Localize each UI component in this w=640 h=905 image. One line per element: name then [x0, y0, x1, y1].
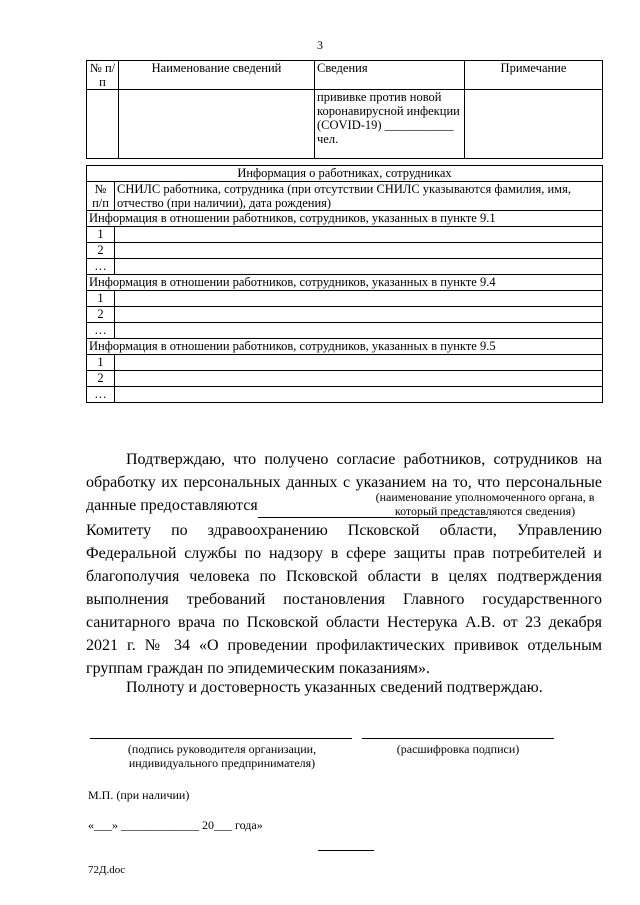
row-value: [115, 227, 603, 243]
table-row: [87, 243, 603, 259]
consent-text: Подтверждаю, что получено согласие работников, сотрудников на обработку их персональных данных с указанием на то, что персональные данные предоставляются: [86, 451, 602, 514]
signature-caption: (подпись руководителя организации, индивидуального предпринимателя): [127, 742, 317, 770]
short-divider: [318, 850, 374, 851]
cell-name: [119, 90, 315, 159]
row-value: [115, 307, 603, 323]
row-value: [115, 387, 603, 403]
table-row: [87, 323, 603, 339]
col-header-number: № п/п: [87, 182, 115, 211]
row-number: …: [87, 323, 115, 339]
row-number: 2: [87, 307, 115, 323]
table-row: [87, 259, 603, 275]
col-header-name: Наименование сведений: [119, 61, 315, 90]
confirm-paragraph: Полноту и достоверность указанных сведений подтверждаю.: [126, 679, 543, 696]
col-header-note: Примечание: [465, 61, 603, 90]
employees-table: [86, 165, 603, 403]
col-header-number: № п/п: [87, 61, 119, 90]
row-value: [115, 259, 603, 275]
date-line: «___» _____________ 20___ года»: [88, 818, 263, 832]
decode-caption: (расшифровка подписи): [396, 742, 520, 756]
committee-paragraph: Комитету по здравоохранению Псковской области, Управлению Федеральной службы по надзору в сфере защиты прав потребителей и благополучия человека по Псковской области в целях подтверждения выполнения требований постановления Главного государственного санитарного врача по Псковской области Нестерука А.В. от 23 декабря 2021 г. № 34 «О проведении профилактических прививок отдельным группам граждан по эпидемическим показаниям».: [86, 522, 602, 677]
table-row: [87, 387, 603, 403]
cell-value: прививке против новой коронавирусной инфекции (COVID-19) ___________ чел.: [315, 90, 465, 159]
cell-note: [465, 90, 603, 159]
row-value: [115, 371, 603, 387]
cell-number: [87, 90, 119, 159]
row-number: 2: [87, 371, 115, 387]
col-header-value: Сведения: [315, 61, 465, 90]
row-number: 2: [87, 243, 115, 259]
authority-note: (наименование уполномоченного органа, в который представляются сведения): [375, 490, 595, 518]
table-row: [87, 307, 603, 323]
row-value: [115, 355, 603, 371]
section-heading: Информация в отношении работников, сотрудников, указанных в пункте 9.4: [87, 275, 603, 291]
table-row: [87, 227, 603, 243]
page-number: 3: [317, 38, 323, 52]
stamp-label: М.П. (при наличии): [88, 788, 190, 802]
table-row: [87, 291, 603, 307]
table-row: [87, 371, 603, 387]
row-number: …: [87, 259, 115, 275]
row-number: 1: [87, 355, 115, 371]
row-number: 1: [87, 227, 115, 243]
row-number: …: [87, 387, 115, 403]
row-value: [115, 323, 603, 339]
summary-table: [86, 60, 603, 159]
signature-line: [90, 738, 352, 739]
table-row: [87, 355, 603, 371]
section-heading: Информация в отношении работников, сотрудников, указанных в пункте 9.5: [87, 339, 603, 355]
row-number: 1: [87, 291, 115, 307]
employees-table-title: Информация о работниках, сотрудниках: [87, 166, 603, 182]
col-header-snils: СНИЛС работника, сотрудника (при отсутствии СНИЛС указываются фамилия, имя, отчество (при наличии), дата рождения): [115, 182, 603, 211]
file-name: 72Д.doc: [88, 864, 126, 876]
row-value: [115, 243, 603, 259]
decode-line: [362, 738, 554, 739]
row-value: [115, 291, 603, 307]
section-heading: Информация в отношении работников, сотрудников, указанных в пункте 9.1: [87, 211, 603, 227]
